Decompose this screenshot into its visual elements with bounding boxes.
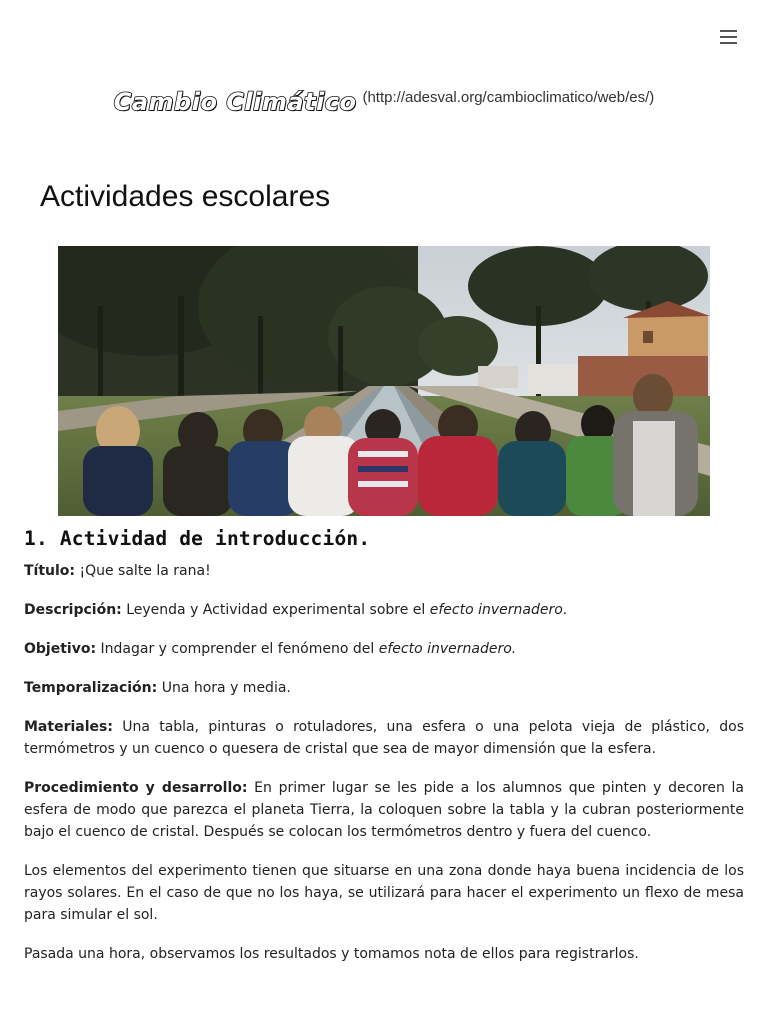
hero-photo <box>58 246 710 516</box>
procedimiento-text: En primer lugar se les pide a los alumnos que pinten y decoren la esfera de modo que parezca el planeta Tierra, la coloquen sobre la tabla y la cubran posteriormente bajo el cuenco de cristal. Después se colocan los termómetros dentro y fuera del cuenco. <box>24 780 745 840</box>
procedimiento-paragraph <box>24 777 744 843</box>
titulo-paragraph <box>24 560 744 582</box>
objetivo-text: Indagar y comprender el fenómeno del <box>96 641 379 657</box>
hamburger-menu-icon[interactable] <box>720 27 742 47</box>
objetivo-paragraph <box>24 638 744 660</box>
procedimiento-label: Procedimiento y desarrollo: <box>24 780 248 796</box>
elementos-paragraph: Los elementos del experimento tienen que situarse en una zona donde haya buena incidencia de los rayos solares. En el caso de que no los haya, se utilizará para hacer el experimento un flexo de mesa para simular el sol. <box>24 863 744 923</box>
menu-line <box>720 30 737 32</box>
activity-content <box>24 524 744 982</box>
site-logo-link[interactable]: Cambio Climático <box>113 88 357 116</box>
temporalizacion-label: Temporalización: <box>24 680 158 696</box>
descripcion-end: . <box>562 602 568 618</box>
descripcion-paragraph <box>24 599 744 621</box>
menu-line <box>720 36 737 38</box>
materiales-label: Materiales: <box>24 719 113 735</box>
menu-line <box>720 42 737 44</box>
children-canal-illustration <box>58 246 710 516</box>
objetivo-emphasis: efecto invernadero. <box>378 641 517 657</box>
page-title: Actividades escolares <box>40 180 331 213</box>
materiales-text: Una tabla, pinturas o rotuladores, una esfera o una pelota vieja de plástico, dos termómetros y un cuenco o quesera de cristal que sea de mayor dimensión que la esfera. <box>24 719 744 757</box>
site-header <box>0 84 768 124</box>
titulo-value: ¡Que salte la rana! <box>75 563 211 579</box>
materiales-paragraph <box>24 716 744 760</box>
descripcion-emphasis: efecto invernadero <box>429 602 563 618</box>
temporalizacion-value: Una hora y media. <box>157 680 291 696</box>
descripcion-text: Leyenda y Actividad experimental sobre el <box>121 602 430 618</box>
pasada-paragraph: Pasada una hora, observamos los resultados y tomamos nota de ellos para registrarlos. <box>24 946 639 962</box>
titulo-label: Título: <box>24 563 76 579</box>
site-url-link[interactable]: (http://adesval.org/cambioclimatico/web/es/) <box>362 89 655 106</box>
objetivo-label: Objetivo: <box>24 641 97 657</box>
temporalizacion-paragraph <box>24 677 744 699</box>
descripcion-label: Descripción: <box>24 602 122 618</box>
activity-heading: 1. Actividad de introducción. <box>24 527 371 550</box>
